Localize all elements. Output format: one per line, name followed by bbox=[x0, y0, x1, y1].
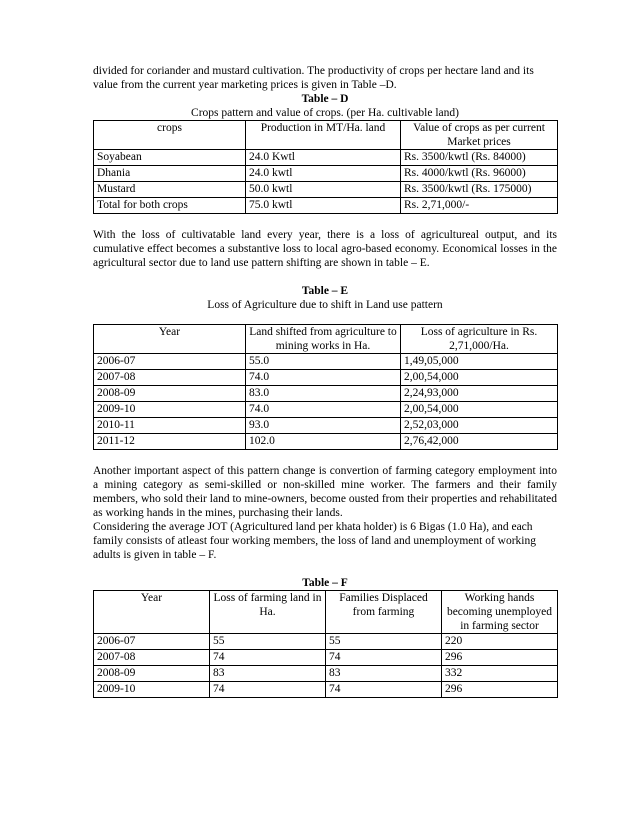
table-cell: 55.0 bbox=[246, 354, 401, 370]
table-cell: Soyabean bbox=[94, 150, 246, 166]
table-e bbox=[93, 324, 558, 450]
table-cell: Total for both crops bbox=[94, 198, 246, 214]
table-cell: 2007-08 bbox=[94, 650, 210, 666]
paragraph-employment: Another important aspect of this pattern change is convertion of farming category employment into a mining category as semi-skilled or non-skilled mine worker. The farmers and their family members, who sold their land to mine-owners, become ousted from their properties and rehabilitated as working hands in the mines, purchasing their lands. bbox=[93, 465, 557, 519]
table-cell: 2006-07 bbox=[94, 354, 246, 370]
table-cell: 2008-09 bbox=[94, 386, 246, 402]
table-cell: 74 bbox=[326, 650, 442, 666]
table-row bbox=[94, 198, 558, 214]
table-cell: 74 bbox=[210, 682, 326, 698]
table-cell: 24.0 kwtl bbox=[246, 166, 401, 182]
table-cell: 50.0 kwtl bbox=[246, 182, 401, 198]
table-cell: 74.0 bbox=[246, 370, 401, 386]
table-cell: 2,24,93,000 bbox=[401, 386, 558, 402]
table-cell: 2,76,42,000 bbox=[401, 434, 558, 450]
table-cell: 74 bbox=[326, 682, 442, 698]
table-cell: 2010-11 bbox=[94, 418, 246, 434]
table-header-cell: Production in MT/Ha. land bbox=[246, 121, 401, 150]
table-cell: 74.0 bbox=[246, 402, 401, 418]
table-cell: 83 bbox=[326, 666, 442, 682]
table-row bbox=[94, 434, 558, 450]
table-row bbox=[94, 634, 558, 650]
table-d bbox=[93, 120, 558, 214]
table-row bbox=[94, 402, 558, 418]
table-f-title: Table – F bbox=[302, 577, 348, 589]
table-cell: 296 bbox=[442, 650, 558, 666]
table-cell: Dhania bbox=[94, 166, 246, 182]
table-cell: 102.0 bbox=[246, 434, 401, 450]
paragraph-jot: Considering the average JOT (Agricultured land per khata holder) is 6 Bigas (1.0 Ha), and each family consists of atleast four working members, the loss of land and unemployment of working adults is given in table – F. bbox=[93, 521, 536, 561]
table-cell: 2009-10 bbox=[94, 402, 246, 418]
intro-line-2: value from the current year marketing prices is given in Table –D. bbox=[93, 79, 397, 91]
paragraph-agri-loss: With the loss of cultivatable land every year, there is a loss of agricultureal output, and its cumulative effect becomes a substantive loss to local agro-based economy. Economical losses in the agricultural sector due to land use pattern shifting are shown in table – E. bbox=[93, 229, 557, 269]
table-cell: 55 bbox=[210, 634, 326, 650]
table-cell: 296 bbox=[442, 682, 558, 698]
table-cell: 2,00,54,000 bbox=[401, 370, 558, 386]
table-row bbox=[94, 666, 558, 682]
table-header-cell: Value of crops as per current Market prices bbox=[401, 121, 558, 150]
table-header-cell: Land shifted from agriculture to mining works in Ha. bbox=[246, 325, 401, 354]
table-header-cell: Families Displaced from farming bbox=[326, 591, 442, 634]
table-cell: Rs. 4000/kwtl (Rs. 96000) bbox=[401, 166, 558, 182]
table-cell: 220 bbox=[442, 634, 558, 650]
table-d-title: Table – D bbox=[301, 93, 349, 105]
table-header-cell: Loss of agriculture in Rs. 2,71,000/Ha. bbox=[401, 325, 558, 354]
table-header-cell: Working hands becoming unemployed in farming sector bbox=[442, 591, 558, 634]
table-row bbox=[94, 650, 558, 666]
table-cell: Rs. 2,71,000/- bbox=[401, 198, 558, 214]
table-header-cell: Year bbox=[94, 325, 246, 354]
table-header-row bbox=[94, 121, 558, 150]
table-e-caption: Loss of Agriculture due to shift in Land use pattern bbox=[207, 299, 443, 311]
table-cell: 2011-12 bbox=[94, 434, 246, 450]
table-row bbox=[94, 682, 558, 698]
table-row bbox=[94, 354, 558, 370]
table-header-cell: Loss of farming land in Ha. bbox=[210, 591, 326, 634]
table-cell: 83.0 bbox=[246, 386, 401, 402]
table-cell: 93.0 bbox=[246, 418, 401, 434]
table-row bbox=[94, 182, 558, 198]
table-cell: Rs. 3500/kwtl (Rs. 175000) bbox=[401, 182, 558, 198]
table-cell: 332 bbox=[442, 666, 558, 682]
document-page bbox=[93, 64, 557, 698]
intro-line-1: divided for coriander and mustard cultivation. The productivity of crops per hectare land and its bbox=[93, 65, 534, 77]
table-cell: 2009-10 bbox=[94, 682, 210, 698]
table-cell: Rs. 3500/kwtl (Rs. 84000) bbox=[401, 150, 558, 166]
table-cell: Mustard bbox=[94, 182, 246, 198]
table-row bbox=[94, 386, 558, 402]
table-cell: 83 bbox=[210, 666, 326, 682]
table-e-title: Table – E bbox=[301, 285, 349, 297]
table-header-cell: crops bbox=[94, 121, 246, 150]
table-cell: 2,52,03,000 bbox=[401, 418, 558, 434]
table-cell: 2007-08 bbox=[94, 370, 246, 386]
table-cell: 75.0 kwtl bbox=[246, 198, 401, 214]
table-cell: 2008-09 bbox=[94, 666, 210, 682]
table-cell: 2,00,54,000 bbox=[401, 402, 558, 418]
table-d-caption: Crops pattern and value of crops. (per Ha. cultivable land) bbox=[191, 107, 459, 119]
table-cell: 1,49,05,000 bbox=[401, 354, 558, 370]
table-row bbox=[94, 418, 558, 434]
table-row bbox=[94, 370, 558, 386]
table-cell: 2006-07 bbox=[94, 634, 210, 650]
table-row bbox=[94, 166, 558, 182]
table-header-row bbox=[94, 591, 558, 634]
table-cell: 74 bbox=[210, 650, 326, 666]
table-cell: 24.0 Kwtl bbox=[246, 150, 401, 166]
table-row bbox=[94, 150, 558, 166]
table-header-cell: Year bbox=[94, 591, 210, 634]
table-header-row bbox=[94, 325, 558, 354]
table-f bbox=[93, 590, 558, 698]
table-cell: 55 bbox=[326, 634, 442, 650]
